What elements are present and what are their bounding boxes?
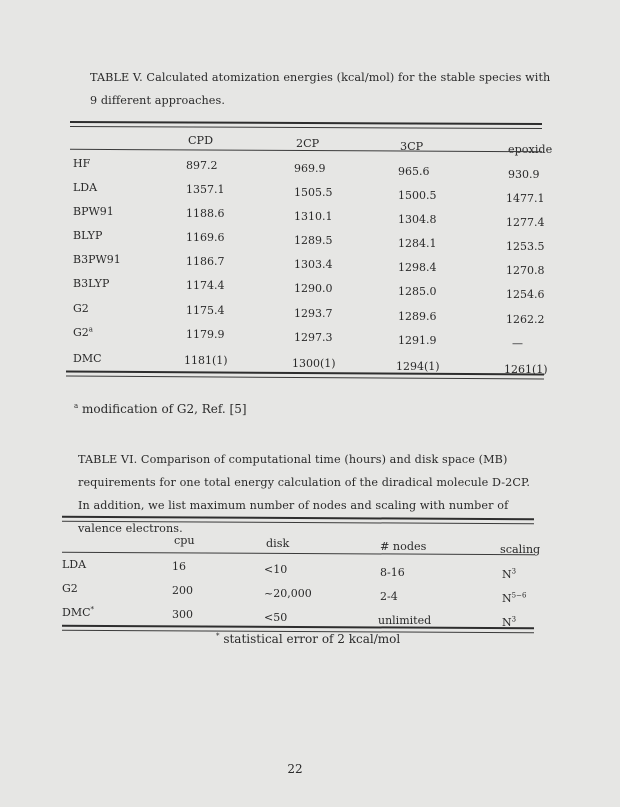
table6-header-disk: disk (266, 537, 290, 550)
table5-header-rule (70, 149, 542, 152)
table5-cell: 1254.6 (506, 288, 545, 301)
table5-cell: 1477.1 (506, 192, 545, 205)
table6-cell: 16 (172, 560, 186, 573)
table5-row-label: B3LYP (73, 277, 110, 290)
table5-cell: 1357.1 (186, 183, 225, 196)
table5-cell: 969.9 (294, 162, 326, 175)
table6-row-label: DMC* (62, 605, 94, 619)
table5-cell: 1289.5 (294, 234, 333, 247)
table5-row-label: B3PW91 (73, 253, 121, 266)
table5-cell: 1169.6 (186, 231, 225, 244)
table5-cell: 930.9 (508, 168, 540, 181)
table6-cell: 2-4 (380, 590, 398, 603)
table5-cell: 1294(1) (396, 360, 440, 373)
table5-row-label: G2$^a$ (73, 325, 93, 339)
table6-caption-text: TABLE VI. Comparison of computational time (hours) and disk space (MB) requirements for one total energy calculation of the diradical molecule D-2CP. In addition, we list maximum number of nodes and scaling with number of valence electrons. (78, 453, 531, 535)
table5-cell: 1300(1) (292, 357, 336, 370)
table5-cell: 1253.5 (506, 240, 545, 253)
table5-cell: 1285.0 (398, 285, 437, 298)
table6-header-scaling: scaling (500, 543, 541, 556)
table5-cell: 1298.4 (398, 261, 437, 274)
table5-cell: 1297.3 (294, 331, 333, 344)
table5-cell: 1505.5 (294, 186, 333, 199)
table5-cell: 1290.0 (294, 282, 333, 295)
table5-cell: — (512, 337, 523, 350)
footnote-marker: * (216, 632, 220, 640)
table6-row-label: G2 (62, 582, 78, 595)
table6-cell: $N^{5-6}$ (502, 591, 527, 605)
table5-row-label: LDA (73, 181, 98, 194)
table6-caption (62, 448, 542, 540)
table5-cell: 1188.6 (186, 207, 225, 220)
table5-caption-text: TABLE V. Calculated atomization energies (kcal/mol) for the stable species with 9 different approaches. (90, 71, 551, 107)
table5-cell: 1291.9 (398, 334, 437, 347)
table6-cell: <10 (264, 563, 288, 576)
table5-top-rule-2 (70, 126, 542, 129)
table5-bottom-rule (66, 371, 544, 376)
table6-cell: unlimited (378, 614, 432, 627)
table5-cell: 1179.9 (186, 328, 225, 341)
table6-cell: ~20,000 (264, 587, 312, 600)
table5-header-2cp: 2CP (296, 137, 320, 150)
table6-row-label: LDA (62, 558, 87, 571)
table5-cell: 965.6 (398, 165, 430, 178)
footnote-marker: * (90, 605, 94, 614)
table5-cell: 1277.4 (506, 216, 545, 229)
table5-cell: 1293.7 (294, 307, 333, 320)
table5-cell: 1181(1) (184, 354, 228, 367)
table5-header-epoxide: epoxide (508, 143, 553, 156)
table5-cell: 1186.7 (186, 255, 225, 268)
table5-cell: 1303.4 (294, 258, 333, 271)
table6-cell: 300 (172, 608, 193, 621)
table5-row-label: BPW91 (73, 205, 114, 218)
footnote-marker: a (88, 325, 93, 334)
table6-cell: 200 (172, 584, 193, 597)
table5-header-3cp: 3CP (400, 140, 424, 153)
table5-bottom-rule-2 (66, 376, 544, 380)
table6-cell: $N^3$ (502, 567, 517, 581)
table6-cell: 8-16 (380, 566, 405, 579)
table6-header-cpu: cpu (174, 534, 195, 547)
table5-cell: 1261(1) (504, 363, 548, 376)
table6-cell: $N^3$ (502, 615, 517, 629)
table6-cell: <50 (264, 611, 288, 624)
table5-cell: 1174.4 (186, 279, 225, 292)
table5-cell: 1284.1 (398, 237, 437, 250)
table5-cell: 1500.5 (398, 189, 437, 202)
table5-row-label: HF (73, 157, 91, 170)
footnote-marker: a (74, 402, 79, 410)
table6-bottom-rule (62, 625, 534, 629)
table5-top-rule (70, 121, 542, 125)
table6-header-nodes: # nodes (380, 540, 427, 553)
table5-cell: 897.2 (186, 159, 218, 172)
table6-footnote: * statistical error of 2 kcal/mol (216, 632, 401, 646)
table5-row-label: G2 (73, 302, 89, 315)
table5-caption (74, 66, 554, 112)
table5-row-label: BLYP (73, 229, 103, 242)
table5-row-label: DMC (73, 352, 102, 365)
table5-cell: 1289.6 (398, 310, 437, 323)
table5-cell: 1175.4 (186, 304, 225, 317)
table5-header-cpd: CPD (188, 134, 214, 147)
table6-header-rule (62, 552, 534, 555)
table5-cell: 1262.2 (506, 313, 545, 326)
table5-cell: 1304.8 (398, 213, 437, 226)
page-number: 22 (287, 762, 303, 776)
table5-cell: 1270.8 (506, 264, 545, 277)
table5-cell: 1310.1 (294, 210, 333, 223)
table5-footnote: $^a$ modification of G2, Ref. [5] (74, 402, 247, 416)
